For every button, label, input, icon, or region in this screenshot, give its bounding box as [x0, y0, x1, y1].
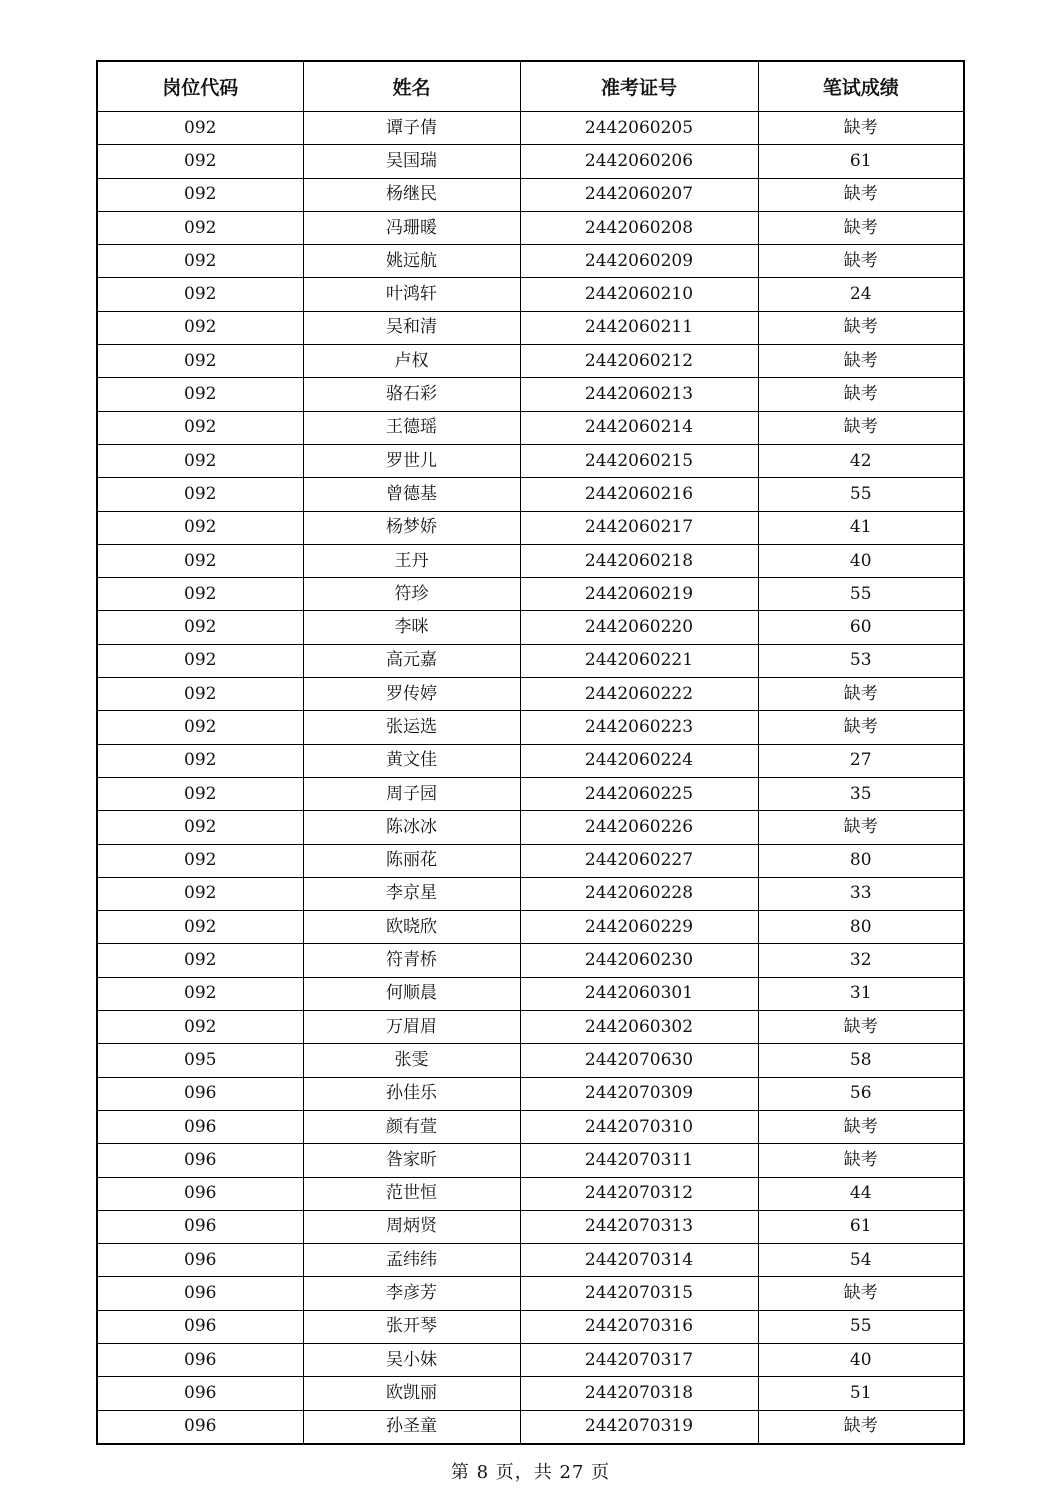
cell-admission-number: 2442060222 [520, 678, 758, 711]
cell-admission-number: 2442070316 [520, 1310, 758, 1343]
cell-position-code: 092 [97, 911, 303, 944]
cell-admission-number: 2442060209 [520, 245, 758, 278]
cell-admission-number: 2442060229 [520, 911, 758, 944]
table-row [97, 1210, 964, 1243]
cell-written-score: 54 [758, 1244, 964, 1277]
cell-written-score: 缺考 [758, 811, 964, 844]
cell-written-score: 80 [758, 844, 964, 877]
cell-written-score: 80 [758, 911, 964, 944]
cell-admission-number: 2442070310 [520, 1110, 758, 1143]
header-written-score: 笔试成绩 [758, 61, 964, 112]
cell-position-code: 092 [97, 944, 303, 977]
cell-written-score: 53 [758, 644, 964, 677]
cell-admission-number: 2442060211 [520, 311, 758, 344]
cell-admission-number: 2442060216 [520, 478, 758, 511]
cell-name: 孙圣童 [303, 1410, 520, 1444]
cell-written-score: 41 [758, 511, 964, 544]
cell-admission-number: 2442060206 [520, 145, 758, 178]
cell-admission-number: 2442060219 [520, 578, 758, 611]
cell-written-score: 55 [758, 478, 964, 511]
cell-name: 罗世儿 [303, 444, 520, 477]
cell-admission-number: 2442070314 [520, 1244, 758, 1277]
table-row [97, 1011, 964, 1044]
cell-admission-number: 2442060230 [520, 944, 758, 977]
cell-name: 周子园 [303, 777, 520, 810]
cell-name: 范世恒 [303, 1177, 520, 1210]
cell-written-score: 56 [758, 1077, 964, 1110]
cell-position-code: 092 [97, 744, 303, 777]
cell-position-code: 096 [97, 1410, 303, 1444]
cell-written-score: 42 [758, 444, 964, 477]
cell-name: 谭子倩 [303, 112, 520, 145]
cell-name: 李京星 [303, 877, 520, 910]
cell-admission-number: 2442070630 [520, 1044, 758, 1077]
table-row [97, 1277, 964, 1310]
table-row [97, 145, 964, 178]
table-row [97, 877, 964, 910]
cell-name: 周炳贤 [303, 1210, 520, 1243]
cell-position-code: 092 [97, 977, 303, 1010]
cell-name: 高元嘉 [303, 644, 520, 677]
table-row [97, 1343, 964, 1376]
table-row [97, 211, 964, 244]
cell-written-score: 60 [758, 611, 964, 644]
table-row [97, 311, 964, 344]
cell-admission-number: 2442070317 [520, 1343, 758, 1376]
cell-name: 吴小妹 [303, 1343, 520, 1376]
cell-written-score: 58 [758, 1044, 964, 1077]
cell-admission-number: 2442060215 [520, 444, 758, 477]
cell-admission-number: 2442070319 [520, 1410, 758, 1444]
cell-written-score: 缺考 [758, 1011, 964, 1044]
cell-admission-number: 2442060220 [520, 611, 758, 644]
cell-position-code: 092 [97, 578, 303, 611]
cell-written-score: 缺考 [758, 411, 964, 444]
table-row [97, 245, 964, 278]
cell-name: 符珍 [303, 578, 520, 611]
cell-admission-number: 2442060301 [520, 977, 758, 1010]
cell-position-code: 092 [97, 311, 303, 344]
cell-position-code: 096 [97, 1244, 303, 1277]
cell-written-score: 40 [758, 1343, 964, 1376]
cell-admission-number: 2442060207 [520, 178, 758, 211]
table-row [97, 777, 964, 810]
cell-written-score: 61 [758, 1210, 964, 1243]
table-row [97, 1144, 964, 1177]
table-row [97, 1110, 964, 1143]
cell-written-score: 40 [758, 544, 964, 577]
header-position-code: 岗位代码 [97, 61, 303, 112]
cell-name: 吴和清 [303, 311, 520, 344]
cell-name: 何顺晨 [303, 977, 520, 1010]
cell-name: 陈丽花 [303, 844, 520, 877]
cell-position-code: 096 [97, 1144, 303, 1177]
table-row [97, 1177, 964, 1210]
cell-position-code: 092 [97, 411, 303, 444]
table-row [97, 411, 964, 444]
cell-position-code: 096 [97, 1077, 303, 1110]
cell-position-code: 092 [97, 278, 303, 311]
table-row [97, 844, 964, 877]
cell-name: 孙佳乐 [303, 1077, 520, 1110]
cell-position-code: 092 [97, 644, 303, 677]
table-row [97, 1377, 964, 1410]
cell-name: 吴国瑞 [303, 145, 520, 178]
cell-position-code: 092 [97, 112, 303, 145]
cell-position-code: 096 [97, 1110, 303, 1143]
cell-name: 颜有萱 [303, 1110, 520, 1143]
cell-name: 卢权 [303, 345, 520, 378]
cell-name: 符青桥 [303, 944, 520, 977]
table-row [97, 178, 964, 211]
cell-position-code: 096 [97, 1277, 303, 1310]
cell-written-score: 缺考 [758, 711, 964, 744]
score-table [96, 60, 965, 1445]
cell-admission-number: 2442070312 [520, 1177, 758, 1210]
table-row [97, 1077, 964, 1110]
table-row [97, 1410, 964, 1444]
table-row [97, 711, 964, 744]
cell-name: 冯珊暖 [303, 211, 520, 244]
header-name: 姓名 [303, 61, 520, 112]
cell-written-score: 缺考 [758, 678, 964, 711]
table-row [97, 345, 964, 378]
cell-admission-number: 2442070318 [520, 1377, 758, 1410]
cell-position-code: 092 [97, 345, 303, 378]
cell-written-score: 44 [758, 1177, 964, 1210]
cell-name: 陈冰冰 [303, 811, 520, 844]
cell-written-score: 51 [758, 1377, 964, 1410]
cell-written-score: 27 [758, 744, 964, 777]
table-row [97, 278, 964, 311]
cell-position-code: 092 [97, 877, 303, 910]
cell-admission-number: 2442060302 [520, 1011, 758, 1044]
cell-position-code: 096 [97, 1177, 303, 1210]
cell-name: 万眉眉 [303, 1011, 520, 1044]
cell-admission-number: 2442060217 [520, 511, 758, 544]
cell-position-code: 092 [97, 478, 303, 511]
cell-written-score: 缺考 [758, 1277, 964, 1310]
cell-position-code: 092 [97, 245, 303, 278]
cell-written-score: 缺考 [758, 112, 964, 145]
cell-admission-number: 2442060225 [520, 777, 758, 810]
table-row [97, 444, 964, 477]
cell-position-code: 092 [97, 544, 303, 577]
table-row [97, 578, 964, 611]
page-number: 第 8 页，共 27 页 [450, 1462, 611, 1483]
cell-admission-number: 2442060214 [520, 411, 758, 444]
cell-position-code: 096 [97, 1310, 303, 1343]
cell-position-code: 092 [97, 777, 303, 810]
cell-name: 姚远航 [303, 245, 520, 278]
cell-name: 李彦芳 [303, 1277, 520, 1310]
cell-name: 张雯 [303, 1044, 520, 1077]
cell-name: 黄文佳 [303, 744, 520, 777]
table-row [97, 811, 964, 844]
cell-admission-number: 2442060210 [520, 278, 758, 311]
cell-admission-number: 2442060228 [520, 877, 758, 910]
cell-written-score: 缺考 [758, 1110, 964, 1143]
cell-position-code: 092 [97, 511, 303, 544]
cell-written-score: 缺考 [758, 311, 964, 344]
cell-admission-number: 2442070311 [520, 1144, 758, 1177]
cell-written-score: 31 [758, 977, 964, 1010]
cell-admission-number: 2442060221 [520, 644, 758, 677]
cell-position-code: 096 [97, 1210, 303, 1243]
cell-admission-number: 2442060223 [520, 711, 758, 744]
cell-position-code: 092 [97, 211, 303, 244]
table-body [97, 112, 964, 1444]
cell-written-score: 24 [758, 278, 964, 311]
cell-name: 骆石彩 [303, 378, 520, 411]
cell-name: 张运选 [303, 711, 520, 744]
cell-position-code: 092 [97, 811, 303, 844]
cell-admission-number: 2442060227 [520, 844, 758, 877]
cell-name: 欧凯丽 [303, 1377, 520, 1410]
cell-position-code: 092 [97, 678, 303, 711]
cell-admission-number: 2442060213 [520, 378, 758, 411]
table-row [97, 644, 964, 677]
cell-position-code: 092 [97, 844, 303, 877]
cell-name: 罗传婷 [303, 678, 520, 711]
cell-position-code: 092 [97, 378, 303, 411]
cell-position-code: 092 [97, 711, 303, 744]
table-row [97, 1044, 964, 1077]
cell-written-score: 33 [758, 877, 964, 910]
table-row [97, 544, 964, 577]
table-row [97, 911, 964, 944]
cell-name: 昝家昕 [303, 1144, 520, 1177]
table-row [97, 478, 964, 511]
table-row [97, 511, 964, 544]
cell-admission-number: 2442060212 [520, 345, 758, 378]
cell-admission-number: 2442060205 [520, 112, 758, 145]
cell-written-score: 32 [758, 944, 964, 977]
header-admission-number: 准考证号 [520, 61, 758, 112]
cell-name: 叶鸿轩 [303, 278, 520, 311]
cell-written-score: 缺考 [758, 1410, 964, 1444]
cell-admission-number: 2442060224 [520, 744, 758, 777]
cell-position-code: 095 [97, 1044, 303, 1077]
header-row [97, 61, 964, 112]
cell-position-code: 092 [97, 145, 303, 178]
cell-admission-number: 2442070315 [520, 1277, 758, 1310]
cell-position-code: 092 [97, 1011, 303, 1044]
cell-name: 孟纬纬 [303, 1244, 520, 1277]
cell-written-score: 缺考 [758, 1144, 964, 1177]
cell-name: 王德瑶 [303, 411, 520, 444]
cell-written-score: 缺考 [758, 211, 964, 244]
cell-position-code: 092 [97, 178, 303, 211]
table-row [97, 1244, 964, 1277]
cell-admission-number: 2442070309 [520, 1077, 758, 1110]
cell-written-score: 缺考 [758, 345, 964, 378]
cell-admission-number: 2442060226 [520, 811, 758, 844]
table-row [97, 378, 964, 411]
cell-position-code: 096 [97, 1377, 303, 1410]
cell-name: 欧晓欣 [303, 911, 520, 944]
cell-name: 曾德基 [303, 478, 520, 511]
table-row [97, 611, 964, 644]
cell-written-score: 缺考 [758, 378, 964, 411]
cell-position-code: 092 [97, 611, 303, 644]
cell-written-score: 61 [758, 145, 964, 178]
cell-name: 张开琴 [303, 1310, 520, 1343]
cell-name: 李咪 [303, 611, 520, 644]
table-row [97, 977, 964, 1010]
cell-position-code: 096 [97, 1343, 303, 1376]
cell-admission-number: 2442060208 [520, 211, 758, 244]
table-row [97, 112, 964, 145]
cell-written-score: 55 [758, 1310, 964, 1343]
cell-written-score: 55 [758, 578, 964, 611]
cell-admission-number: 2442060218 [520, 544, 758, 577]
cell-name: 王丹 [303, 544, 520, 577]
cell-written-score: 缺考 [758, 178, 964, 211]
table-row [97, 678, 964, 711]
table-row [97, 1310, 964, 1343]
cell-written-score: 35 [758, 777, 964, 810]
cell-position-code: 092 [97, 444, 303, 477]
cell-name: 杨梦娇 [303, 511, 520, 544]
cell-name: 杨继民 [303, 178, 520, 211]
table-row [97, 944, 964, 977]
table-row [97, 744, 964, 777]
cell-written-score: 缺考 [758, 245, 964, 278]
table-header [97, 61, 964, 112]
cell-admission-number: 2442070313 [520, 1210, 758, 1243]
